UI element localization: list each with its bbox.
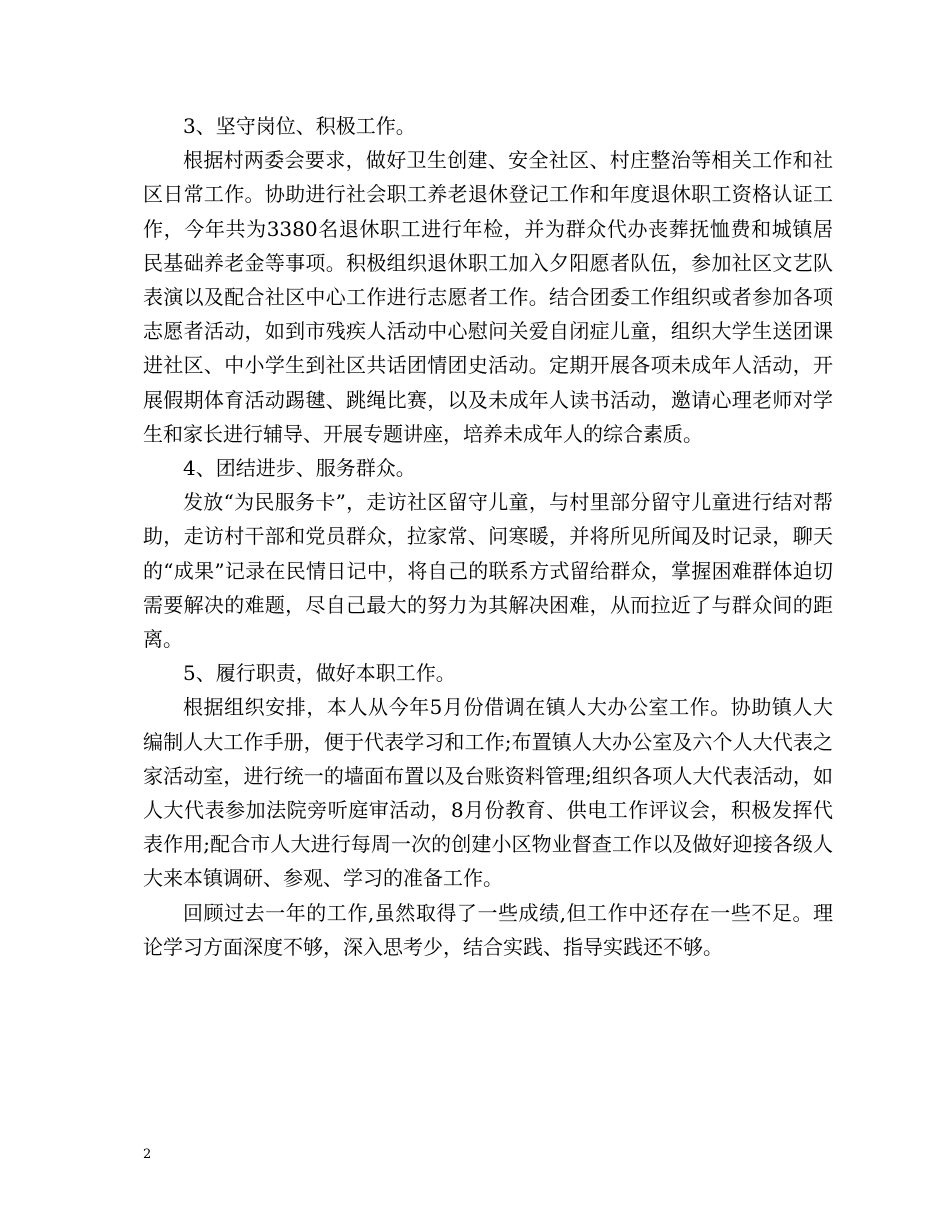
paragraph-community-work: 根据村两委会要求，做好卫生创建、安全社区、村庄整治等相关工作和社区日常工作。协助进行社会职工养老退休登记工作和年度退休职工资格认证工作，今年共为3380名退休职工进行年检，并为群众代办丧葬抚恤费和城镇居民基础养老金等事项。积极组织退休职工加入夕阳愿者队伍，参加社区文艺队表演以及配合社区中心工作进行志愿者工作。结合团委工作组织或者参加各项志愿者活动，如到市残疾人活动中心慰问关爱自闭症儿童，组织大学生送团课进社区、中小学生到社区共话团情团史活动。定期开展各项未成年人活动，开展假期体育活动踢毽、跳绳比赛，以及未成年人读书活动，邀请心理老师对学生和家长进行辅导、开展专题讲座，培养未成年人的综合素质。: [143, 148, 833, 446]
document-body: [143, 109, 833, 964]
section-heading-3: 3、坚守岗位、积极工作。: [183, 114, 416, 138]
paragraph-review: 回顾过去一年的工作,虽然取得了一些成绩,但工作中还存在一些不足。理论学习方面深度不够，深入思考少，结合实践、指导实践还不够。: [143, 900, 833, 959]
section-heading-4: 4、团结进步、服务群众。: [183, 456, 416, 481]
paragraph-duties: 根据组织安排，本人从今年5月份借调在镇人大办公室工作。协助镇人大编制人大工作手册，便于代表学习和工作;布置镇人大办公室及六个人大代表之家活动室，进行统一的墙面布置以及台账资料管理;组织各项人大代表活动，如人大代表参加法院旁听庭审活动，8月份教育、供电工作评议会，积极发挥代表作用;配合市人大进行每周一次的创建小区物业督查工作以及做好迎接各级人大来本镇调研、参观、学习的准备工作。: [143, 695, 833, 891]
section-heading-5: 5、履行职责，做好本职工作。: [183, 661, 456, 686]
paragraph-serve-masses: 发放“为民服务卡”，走访社区留守儿童，与村里部分留守儿童进行结对帮助，走访村干部和党员群众，拉家常、问寒暖，并将所见所闻及时记录，聊天的“成果”记录在民情日记中，将自己的联系方式留给群众，掌握困难群体迫切需要解决的难题，尽自己最大的努力为其解决困难，从而拉近了与群众间的距离。: [143, 490, 833, 652]
page-number: 2: [143, 1147, 152, 1162]
